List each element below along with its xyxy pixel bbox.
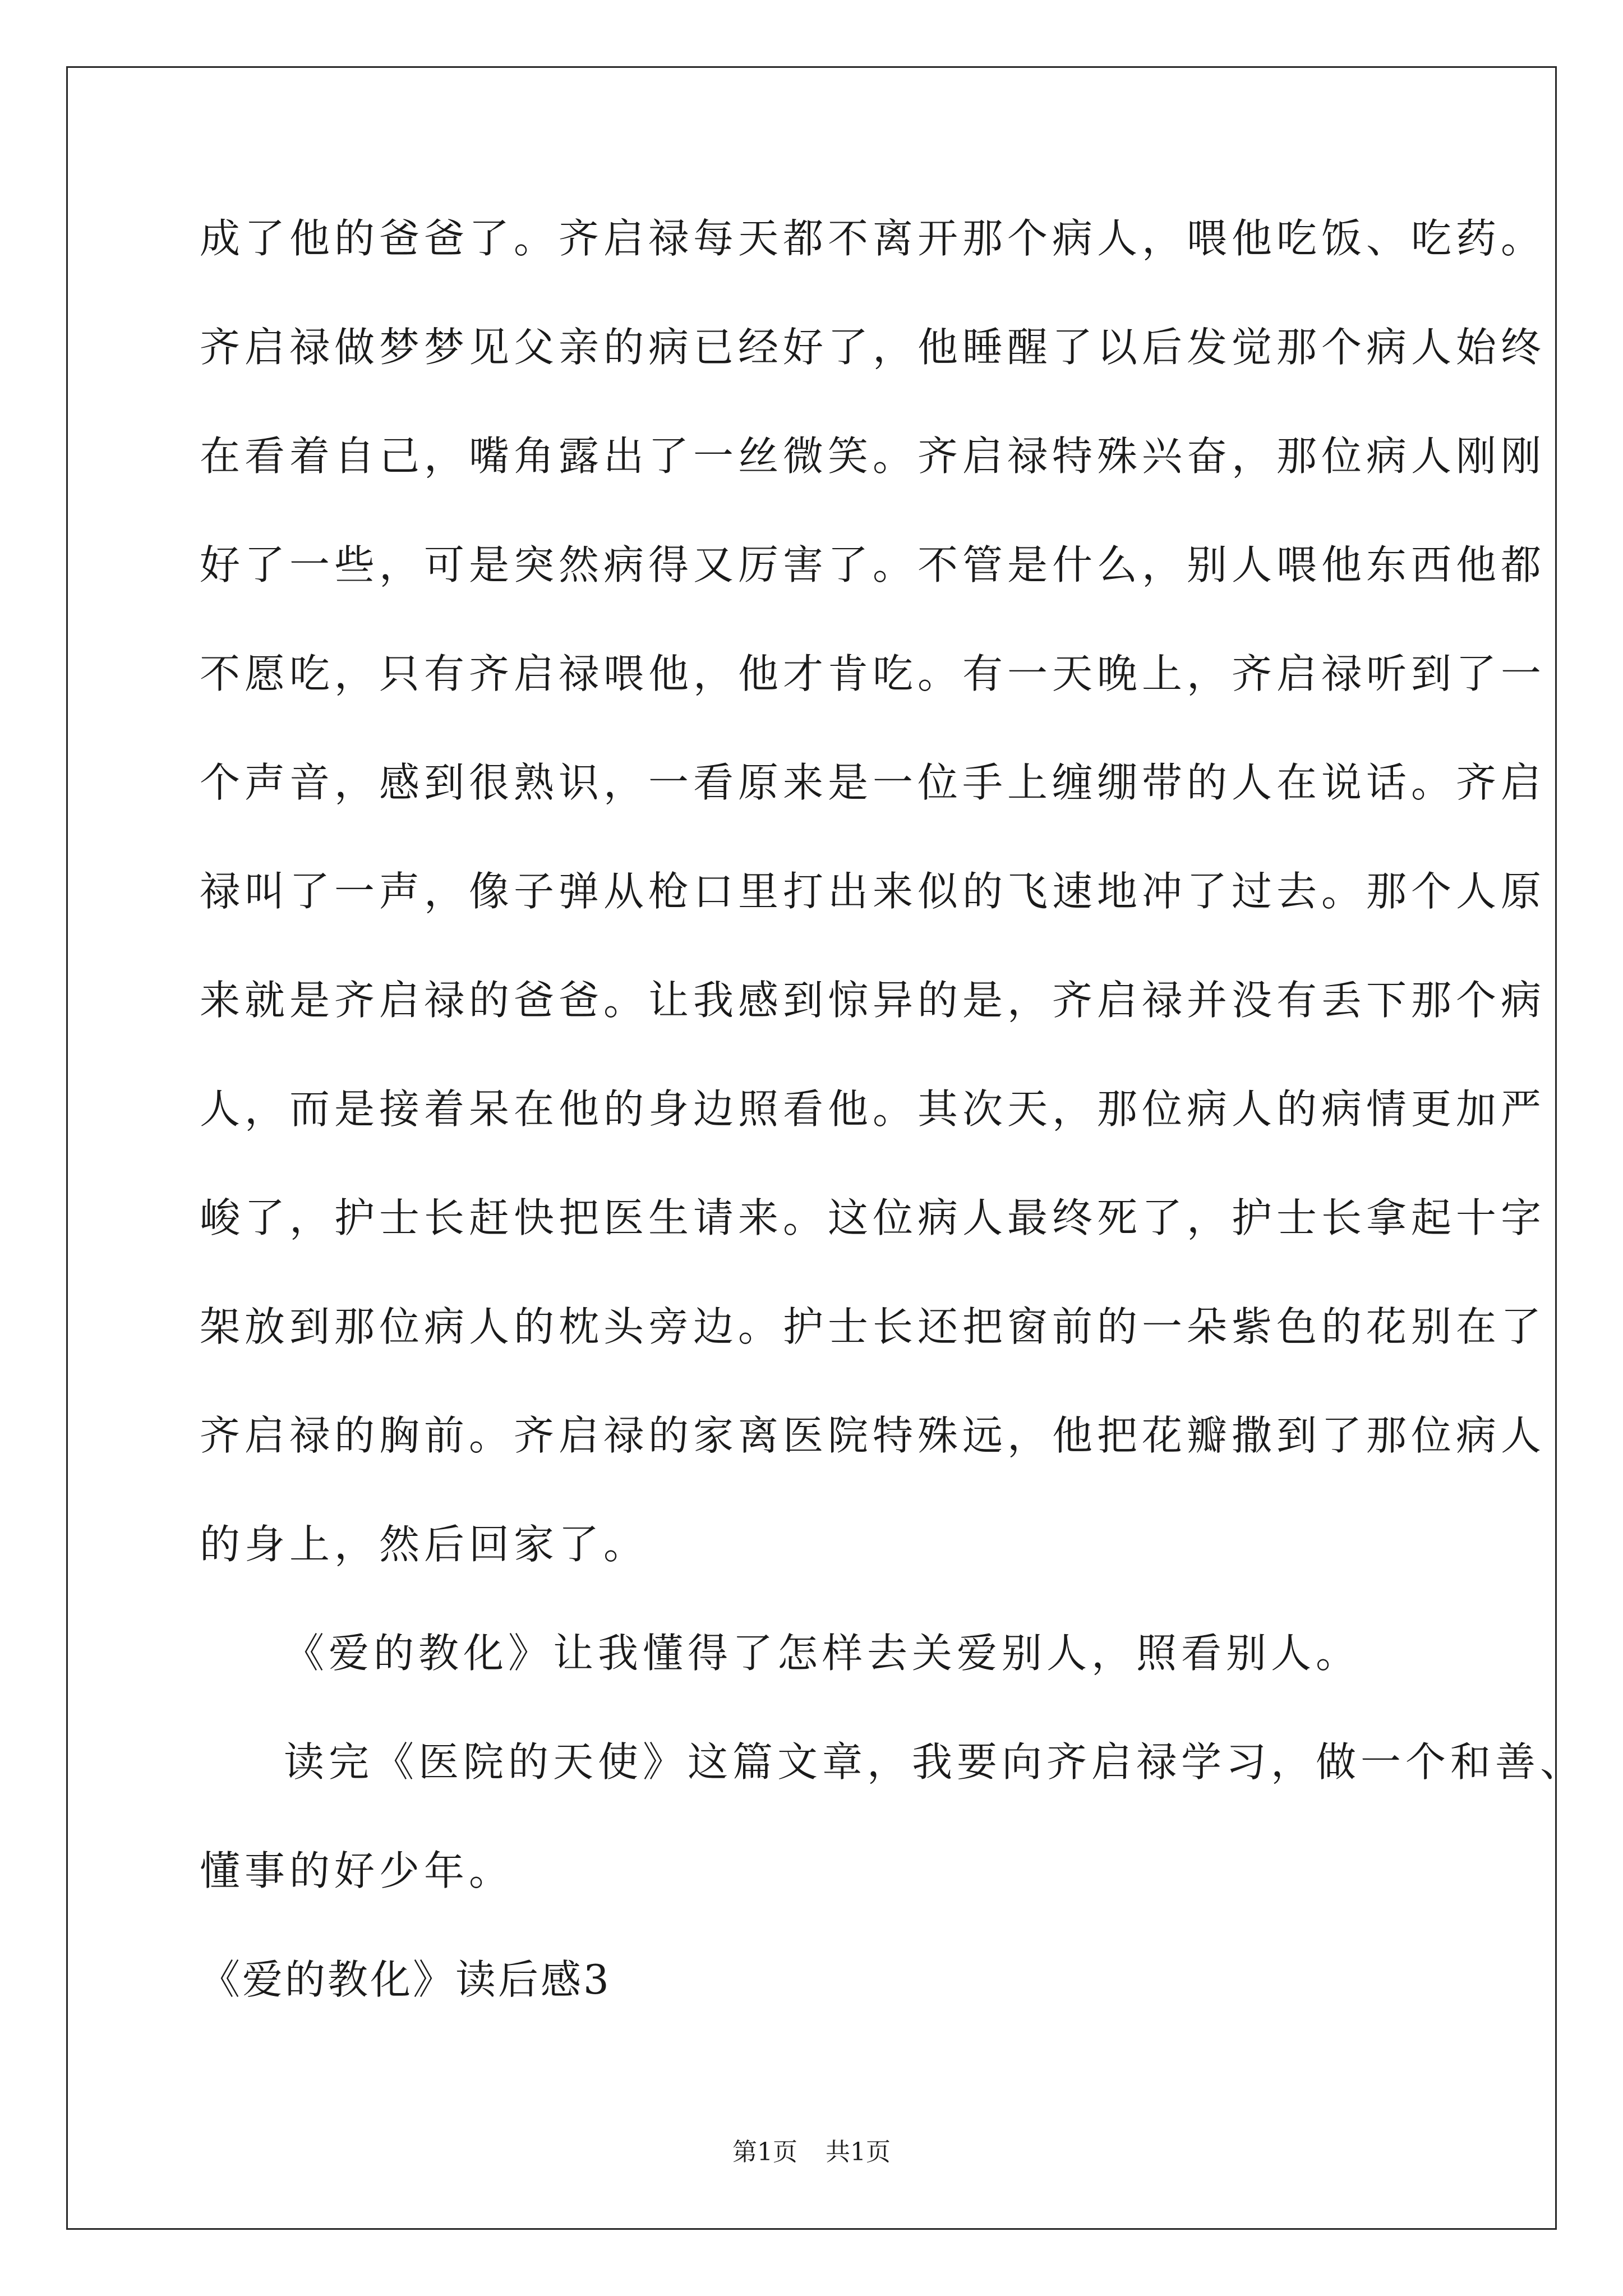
text-line-5: 不愿吃，只有齐启禄喂他，他才肯吃。有一天晚上，齐启禄听到了一 [200,650,1546,697]
section-heading: 《爱的教化》读后感3 [200,1956,611,2003]
page-number: 第1页 [732,2138,797,2166]
text-line-11: 架放到那位病人的枕头旁边。护士长还把窗前的一朵紫色的花别在了 [200,1303,1546,1350]
text-line-13: 的身上，然后回家了。 [200,1521,649,1568]
text-line-6: 个声音，感到很熟识，一看原来是一位手上缠绷带的人在说话。齐启 [200,759,1546,806]
text-line-8: 来就是齐启禄的爸爸。让我感到惊异的是，齐启禄并没有丢下那个病 [200,977,1546,1024]
text-line-4: 好了一些，可是突然病得又厉害了。不管是什么，别人喂他东西他都 [200,541,1546,588]
page-footer [0,2132,1623,2168]
text-line-3: 在看着自己，嘴角露出了一丝微笑。齐启禄特殊兴奋，那位病人刚刚 [200,432,1546,480]
text-line-12: 齐启禄的胸前。齐启禄的家离医院特殊远，他把花瓣撒到了那位病人 [200,1412,1546,1459]
paragraph-hospital-angel: 读完《医院的天使》这篇文章，我要向齐启禄学习，做一个和善、 [284,1738,1585,1786]
paragraph-love-education: 《爱的教化》让我懂得了怎样去关爱别人，照看别人。 [284,1630,1361,1677]
page-total: 共1页 [826,2138,891,2166]
document-body [200,210,1585,2060]
text-line-1: 成了他的爸爸了。齐启禄每天都不离开那个病人，喂他吃饭、吃药。 [200,215,1546,262]
text-line-10: 峻了，护士长赶快把医生请来。这位病人最终死了，护士长拿起十字 [200,1194,1546,1241]
text-line-2: 齐启禄做梦梦见父亲的病已经好了，他睡醒了以后发觉那个病人始终 [200,324,1546,371]
text-line-7: 禄叫了一声，像子弹从枪口里打出来似的飞速地冲了过去。那个人原 [200,868,1546,915]
text-line-9: 人，而是接着呆在他的身边照看他。其次天，那位病人的病情更加严 [200,1085,1546,1133]
paragraph-hospital-angel-continued: 懂事的好少年。 [200,1847,514,1894]
